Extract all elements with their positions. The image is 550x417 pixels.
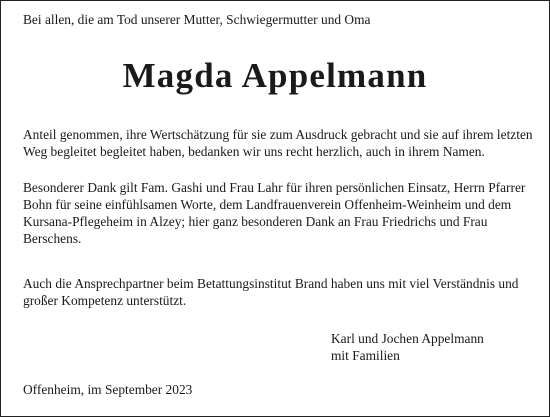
funeral-home-paragraph: Auch die Ansprechpartner beim Betattungsinstitut Brand haben uns mit viel Verständnis und großer Kompetenz unterstützt. (23, 276, 519, 308)
signature-names: Karl und Jochen Appelmann (331, 331, 484, 346)
thanks-paragraph: Anteil genommen, ihre Wertschätzung für sie zum Ausdruck gebracht und sie auf ihrem letzten Weg begleitet begleitet haben, bedanken wir uns recht herzlich, auch in ihrem Namen. (23, 127, 533, 159)
deceased-name: Magda Appelmann (122, 56, 428, 95)
intro-text: Bei allen, die am Tod unserer Mutter, Schwiegermutter und Oma (23, 12, 371, 27)
signature-block (331, 330, 484, 364)
place-date: Offenheim, im September 2023 (23, 382, 193, 397)
special-thanks-paragraph: Besonderer Dank gilt Fam. Gashi und Frau Lahr für ihren persönlichen Einsatz, Herrn Pfarrer Bohn für seine einfühlsamen Worte, dem Landfrauenverein Offenheim-Weinheim und dem Kursana-Pflegeheim in Alzey; hier ganz besonderen Dank an Frau Friedrichs und Frau Berschens. (23, 180, 526, 246)
signature-families: mit Familien (331, 348, 400, 363)
